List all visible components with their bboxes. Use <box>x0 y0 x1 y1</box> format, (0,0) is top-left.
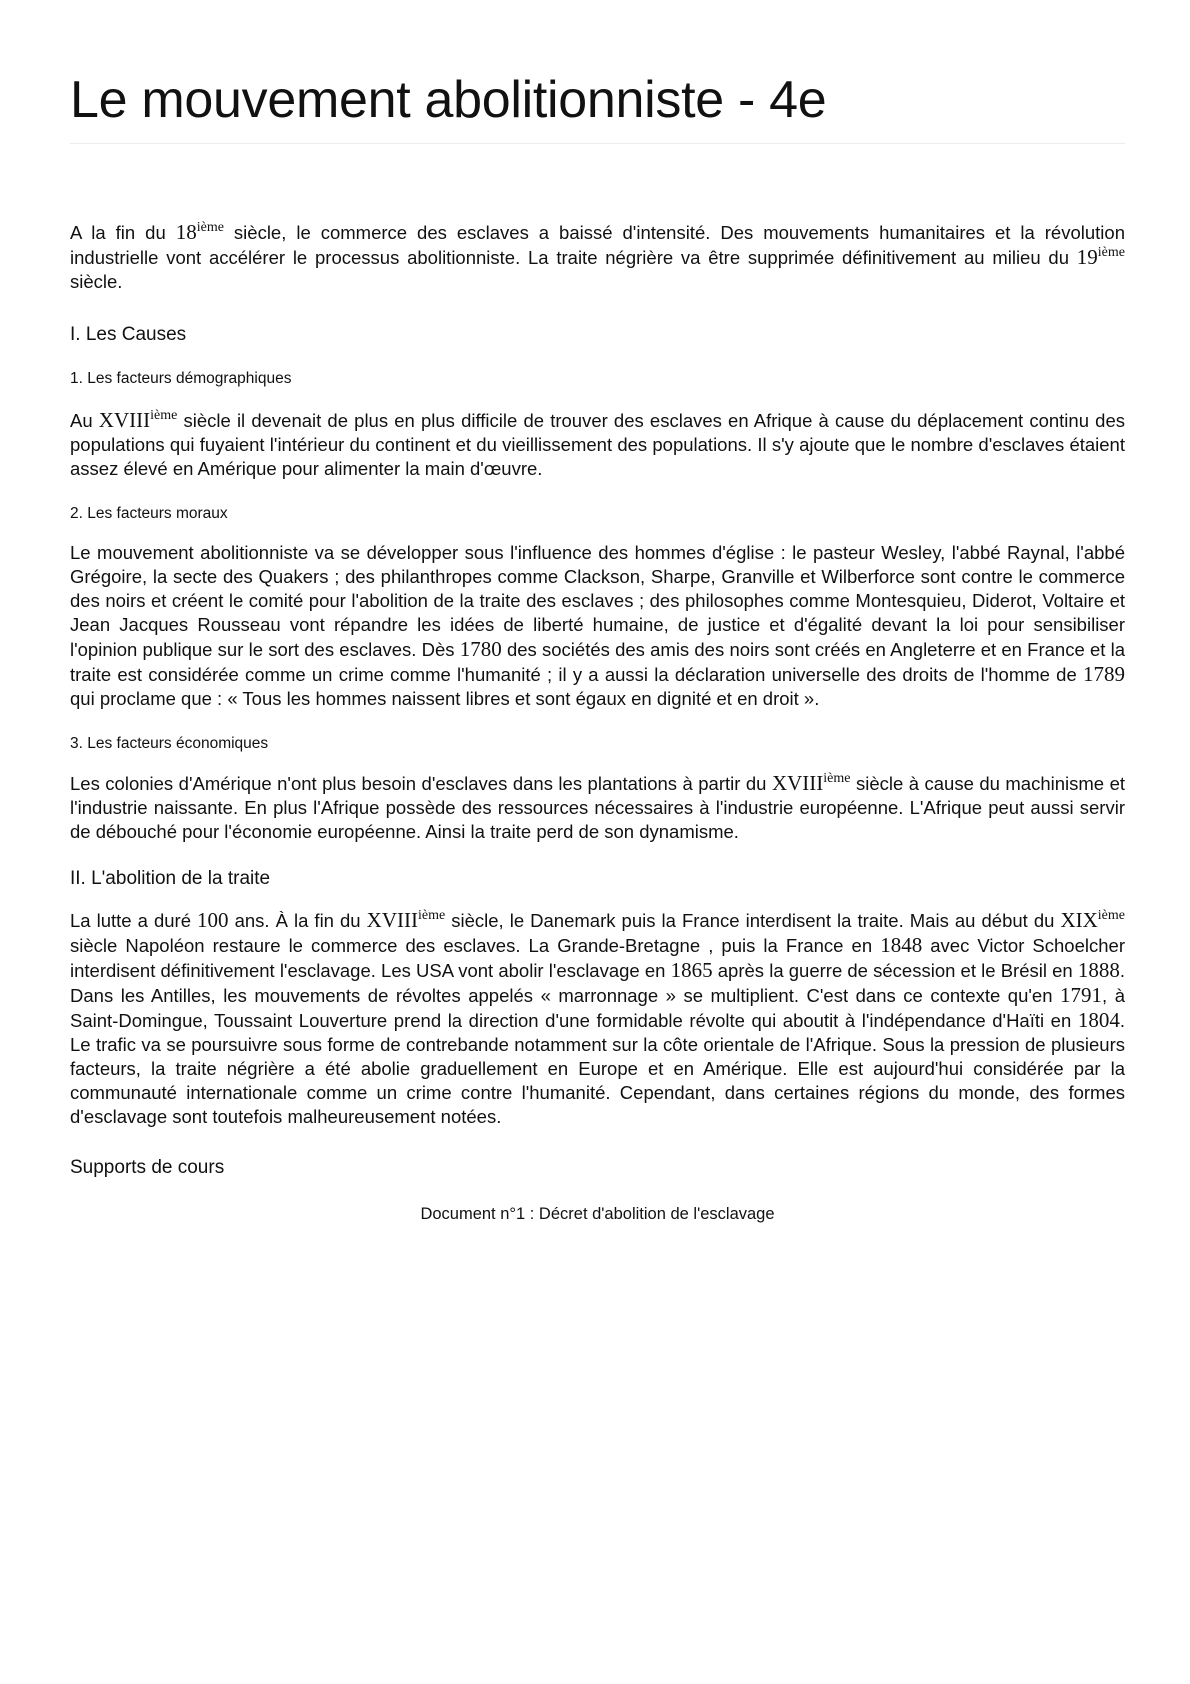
section-heading-abolition: II. L'abolition de la traite <box>70 868 271 889</box>
intro-paragraph: A la fin du 18ième siècle, le commerce des esclaves a baissé d'intensité. Des mouvements humanitaires et la révolution industrielle vont accélérer le processus abolitionniste. La traite négrière va être supprimée définitivement au milieu du 19ième siècle. <box>70 220 1125 292</box>
document-content <box>70 220 1125 1224</box>
subheading-demographic: 1. Les facteurs démographiques <box>70 370 292 387</box>
section-heading-causes: I. Les Causes <box>70 324 187 345</box>
paragraph-demographic: Au XVIIIième siècle il devenait de plus en plus difficile de trouver des esclaves en Afrique à cause du déplacement continu des populations qui fuyaient l'intérieur du continent et du vieillissement des populations. Il s'y ajoute que le nombre d'esclaves étaient assez élevé en Amérique pour alimenter la main d'œuvre. <box>70 408 1125 479</box>
subheading-moral: 2. Les facteurs moraux <box>70 505 228 522</box>
paragraph-economic: Les colonies d'Amérique n'ont plus besoin d'esclaves dans les plantations à partir du XVIIIième siècle à cause du machinisme et l'industrie naissante. En plus l'Afrique possède des ressources nécessaires à l'industrie européenne. L'Afrique peut aussi servir de débouché pour l'économie européenne. Ainsi la traite perd de son dynamisme. <box>70 771 1125 842</box>
page-title: Le mouvement abolitionniste - 4e <box>70 71 827 129</box>
subheading-economic: 3. Les facteurs économiques <box>70 735 269 752</box>
paragraph-abolition: La lutte a duré 100 ans. À la fin du XVIIIième siècle, le Danemark puis la France interdisent la traite. Mais au début du XIXième siècle Napoléon restaure le commerce des esclaves. La Grande-Bretagne , puis la France en 1848 avec Victor Schoelcher interdisent définitivement l'esclavage. Les USA vont abolir l'esclavage en 1865 après la guerre de sécession et le Brésil en 1888. Dans les Antilles, les mouvements de révoltes appelés « marronnage » se multiplient. C'est dans ce contexte qu'en 1791, à Saint-Domingue, Toussaint Louverture prend la direction d'une formidable révolte qui aboutit à l'indépendance d'Haïti en 1804. Le trafic va se poursuivre sous forme de contrebande notamment sur la côte orientale de l'Afrique. Sous la pression de plusieurs facteurs, la traite négrière a été abolie graduellement en Europe et en Amérique. Elle est aujourd'hui considérée par la communauté internationale comme un crime contre l'humanité. Cependant, dans certaines régions du monde, des formes d'esclavage sont toutefois malheureusement notées. <box>70 908 1125 1127</box>
title-divider <box>70 143 1125 144</box>
supports-heading: Supports de cours <box>70 1157 225 1178</box>
paragraph-moral: Le mouvement abolitionniste va se développer sous l'influence des hommes d'église : le pasteur Wesley, l'abbé Raynal, l'abbé Grégoire, la secte des Quakers ; des philanthropes comme Clackson, Sharpe, Granville et Wilberforce sont contre le commerce des noirs et créent le comité pour l'abolition de la traite des esclaves ; des philosophes comme Montesquieu, Diderot, Voltaire et Jean Jacques Rousseau vont répandre les idées de liberté humaine, de justice et d'égalité devant la loi pour sensibiliser l'opinion publique sur le sort des esclaves. Dès 1780 des sociétés des amis des noirs sont créés en Angleterre et en France et la traite est considérée comme un crime comme l'humanité ; il y a aussi la déclaration universelle des droits de l'homme de 1789 qui proclame que : « Tous les hommes naissent libres et sont égaux en dignité et en droit ». <box>70 542 1125 709</box>
document-caption: Document n°1 : Décret d'abolition de l'esclavage <box>420 1205 775 1223</box>
